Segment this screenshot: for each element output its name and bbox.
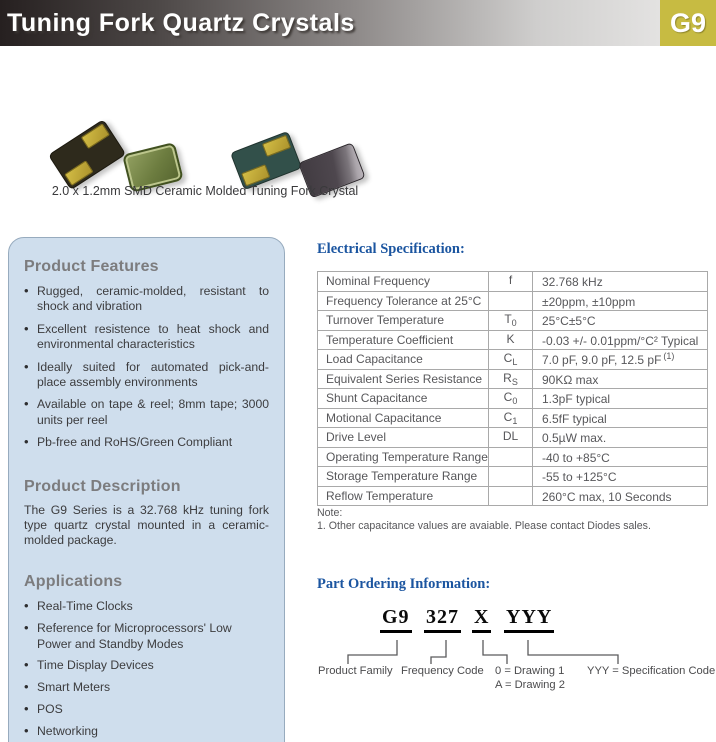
spec-value <box>533 272 708 292</box>
spec-param: Drive Level <box>318 428 489 448</box>
spec-symbol <box>489 428 533 448</box>
connector-lines <box>310 638 716 665</box>
value-text: 260°C max, 10 Seconds <box>542 489 672 504</box>
application-item: • Time Display Devices <box>24 658 269 673</box>
feature-item: • Pb-free and RoHS/Green Compliant <box>24 435 269 450</box>
description-heading: Product Description <box>24 477 181 495</box>
spec-param: Reflow Temperature <box>318 486 489 506</box>
crystal-pad <box>262 135 291 157</box>
spec-symbol <box>489 330 533 350</box>
symbol-base: DL <box>502 429 519 444</box>
symbol-base: C <box>503 390 513 405</box>
value-text: -55 to +125°C <box>542 470 617 485</box>
label-product-family: Product Family <box>318 665 393 677</box>
symbol-base: K <box>506 331 515 346</box>
spec-row <box>318 350 708 370</box>
label-drawing-2: A = Drawing 2 <box>495 678 565 691</box>
series-badge: G9 <box>660 0 716 46</box>
value-text: -0.03 +/- 0.01ppm/°C² Typical <box>542 333 699 348</box>
feature-item: • Rugged, ceramic-molded, resistant to shock and vibration <box>24 284 269 315</box>
value-text: 90KΩ max <box>542 372 599 387</box>
spec-value <box>533 467 708 487</box>
value-text: ±20ppm, ±10ppm <box>542 294 636 309</box>
spec-value <box>533 486 708 506</box>
spec-row <box>318 291 708 311</box>
spec-value <box>533 447 708 467</box>
crystal-image-teal-pads <box>230 131 302 191</box>
symbol-sub: S <box>511 376 518 387</box>
symbol-base: f <box>508 273 513 288</box>
page-title: Tuning Fork Quartz Crystals <box>7 8 355 37</box>
part-segment-family: G9 <box>380 606 412 633</box>
spec-symbol <box>489 311 533 331</box>
spec-param: Storage Temperature Range <box>318 467 489 487</box>
header-bar <box>0 0 716 46</box>
sidebar-panel <box>8 237 285 742</box>
value-text: 32.768 kHz <box>542 275 603 290</box>
value-text: 1.3pF typical <box>542 392 611 407</box>
spec-table <box>317 271 708 506</box>
spec-row <box>318 369 708 389</box>
spec-row <box>318 428 708 448</box>
spec-symbol <box>489 350 533 370</box>
note-text: 1. Other capacitance values are avaiable. Please contact Diodes sales. <box>317 520 651 532</box>
spec-note <box>317 507 651 533</box>
spec-param: Motional Capacitance <box>318 408 489 428</box>
applications-list <box>24 599 269 739</box>
label-drawing-codes <box>495 665 565 692</box>
value-text: 6.5fF typical <box>542 411 607 426</box>
spec-param: Equivalent Series Resistance <box>318 369 489 389</box>
note-label: Note: <box>317 507 343 519</box>
application-item: • Real-Time Clocks <box>24 599 269 614</box>
features-list <box>24 284 269 451</box>
spec-param: Turnover Temperature <box>318 311 489 331</box>
part-segment-spec: YYY <box>504 606 554 633</box>
value-text: 25°C±5°C <box>542 314 596 329</box>
spec-section-title: Electrical Specification: <box>317 241 465 257</box>
spec-value <box>533 389 708 409</box>
label-specification-code: YYY = Specification Code <box>587 665 716 677</box>
applications-heading: Applications <box>24 573 123 591</box>
application-item: • Networking <box>24 724 269 739</box>
spec-symbol <box>489 389 533 409</box>
feature-item: • Excellent resistence to heat shock and environmental characteristics <box>24 322 269 353</box>
symbol-base: T <box>504 312 512 327</box>
spec-symbol <box>489 291 533 311</box>
symbol-sub: 0 <box>511 318 517 329</box>
feature-item: • Ideally suited for automated pick-and-place assembly environments <box>24 360 269 391</box>
value-sup: (1) <box>663 351 675 362</box>
value-text: 7.0 pF, 9.0 pF, 12.5 pF <box>542 353 662 368</box>
spec-param: Shunt Capacitance <box>318 389 489 409</box>
spec-value <box>533 428 708 448</box>
spec-symbol <box>489 369 533 389</box>
product-photos <box>0 60 400 182</box>
value-text: -40 to +85°C <box>542 450 610 465</box>
spec-value <box>533 369 708 389</box>
spec-row <box>318 467 708 487</box>
spec-row <box>318 389 708 409</box>
label-drawing-1: 0 = Drawing 1 <box>495 665 565 677</box>
spec-row <box>318 447 708 467</box>
spec-row <box>318 311 708 331</box>
part-segment-drawing: X <box>472 606 491 633</box>
application-item: • POS <box>24 702 269 717</box>
spec-param: Frequency Tolerance at 25°C <box>318 291 489 311</box>
crystal-pad <box>64 160 93 186</box>
spec-value <box>533 330 708 350</box>
symbol-sub: 0 <box>512 396 518 407</box>
crystal-pad <box>81 123 110 149</box>
description-text: The G9 Series is a 32.768 kHz tuning fork type quartz crystal mounted in a ceramic-molded package. <box>24 502 269 548</box>
spec-symbol <box>489 467 533 487</box>
spec-param: Temperature Coefficient <box>318 330 489 350</box>
spec-value <box>533 408 708 428</box>
spec-row <box>318 486 708 506</box>
symbol-base: C <box>503 351 513 366</box>
spec-row <box>318 330 708 350</box>
spec-symbol <box>489 408 533 428</box>
photo-caption: 2.0 x 1.2mm SMD Ceramic Molded Tuning Fork Crystal <box>51 184 359 198</box>
spec-row <box>318 272 708 292</box>
symbol-base: C <box>503 409 513 424</box>
label-frequency-code: Frequency Code <box>401 665 484 677</box>
part-segment-frequency: 327 <box>424 606 461 633</box>
spec-value <box>533 311 708 331</box>
application-item: • Smart Meters <box>24 680 269 695</box>
spec-symbol <box>489 447 533 467</box>
application-item: • Reference for Microprocessors' Low Power and Standby Modes <box>24 621 269 652</box>
spec-symbol <box>489 272 533 292</box>
spec-symbol <box>489 486 533 506</box>
spec-value <box>533 350 708 370</box>
spec-row <box>318 408 708 428</box>
spec-param: Load Capacitance <box>318 350 489 370</box>
ordering-section-title: Part Ordering Information: <box>317 576 491 592</box>
features-heading: Product Features <box>24 258 159 275</box>
symbol-sub: L <box>512 357 518 368</box>
crystal-image-dark-pads <box>48 119 126 190</box>
symbol-sub: 1 <box>512 415 518 426</box>
value-text: 0.5µW max. <box>542 431 607 446</box>
part-ordering-section <box>310 572 716 700</box>
spec-value <box>533 291 708 311</box>
spec-param: Operating Temperature Range <box>318 447 489 467</box>
feature-item: • Available on tape & reel; 8mm tape; 3000 units per reel <box>24 397 269 428</box>
spec-param: Nominal Frequency <box>318 272 489 292</box>
symbol-base: R <box>503 370 512 385</box>
